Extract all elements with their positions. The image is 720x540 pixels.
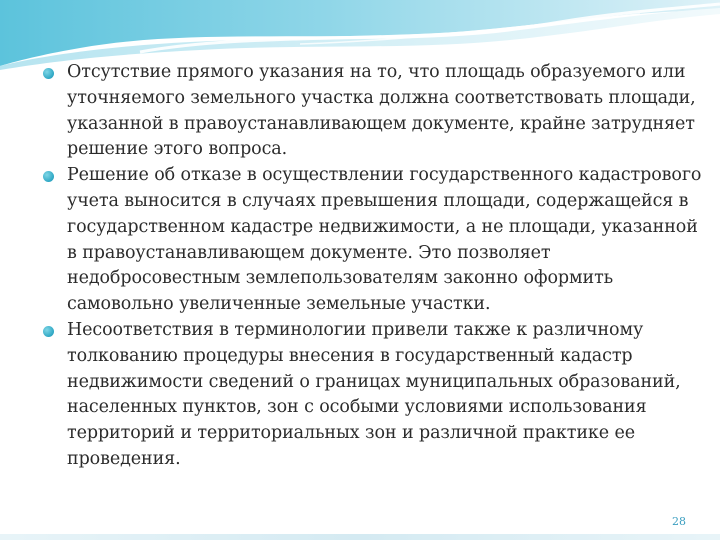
list-item [43,318,703,473]
bullet-list [43,60,703,473]
bullet-point-icon [43,326,54,337]
page-number: 28 [672,515,686,528]
bottom-strip-decoration [0,534,720,540]
bullet-text: Решение об отказе в осуществлении государственного кадастрового учета выносится в случаях превышения площади, содержащейся в государственном кадастре недвижимости, а не площади, указанной в правоустанавливающем документе. Это позволяет недобросовестным землепользователям законно оформить самовольно увеличенные земельные участки. [67,165,702,315]
bullet-point-icon [43,68,54,79]
content-area [43,60,703,473]
list-item [43,60,703,163]
bullet-point-icon [43,171,54,182]
list-item [43,163,703,318]
bullet-text: Несоответствия в терминологии привели также к различному толкованию процедуры внесения в государственный кадастр недвижимости сведений о границах муниципальных образований, населенных пунктов, зон с особыми условиями использования территорий и территориальных зон и различной практике ее проведения. [67,319,681,469]
bullet-text: Отсутствие прямого указания на то, что площадь образуемого или уточняемого земельного участка должна соответствовать площади, указанной в правоустанавливающем документе, крайне затрудняет решение этого вопроса. [67,62,696,160]
